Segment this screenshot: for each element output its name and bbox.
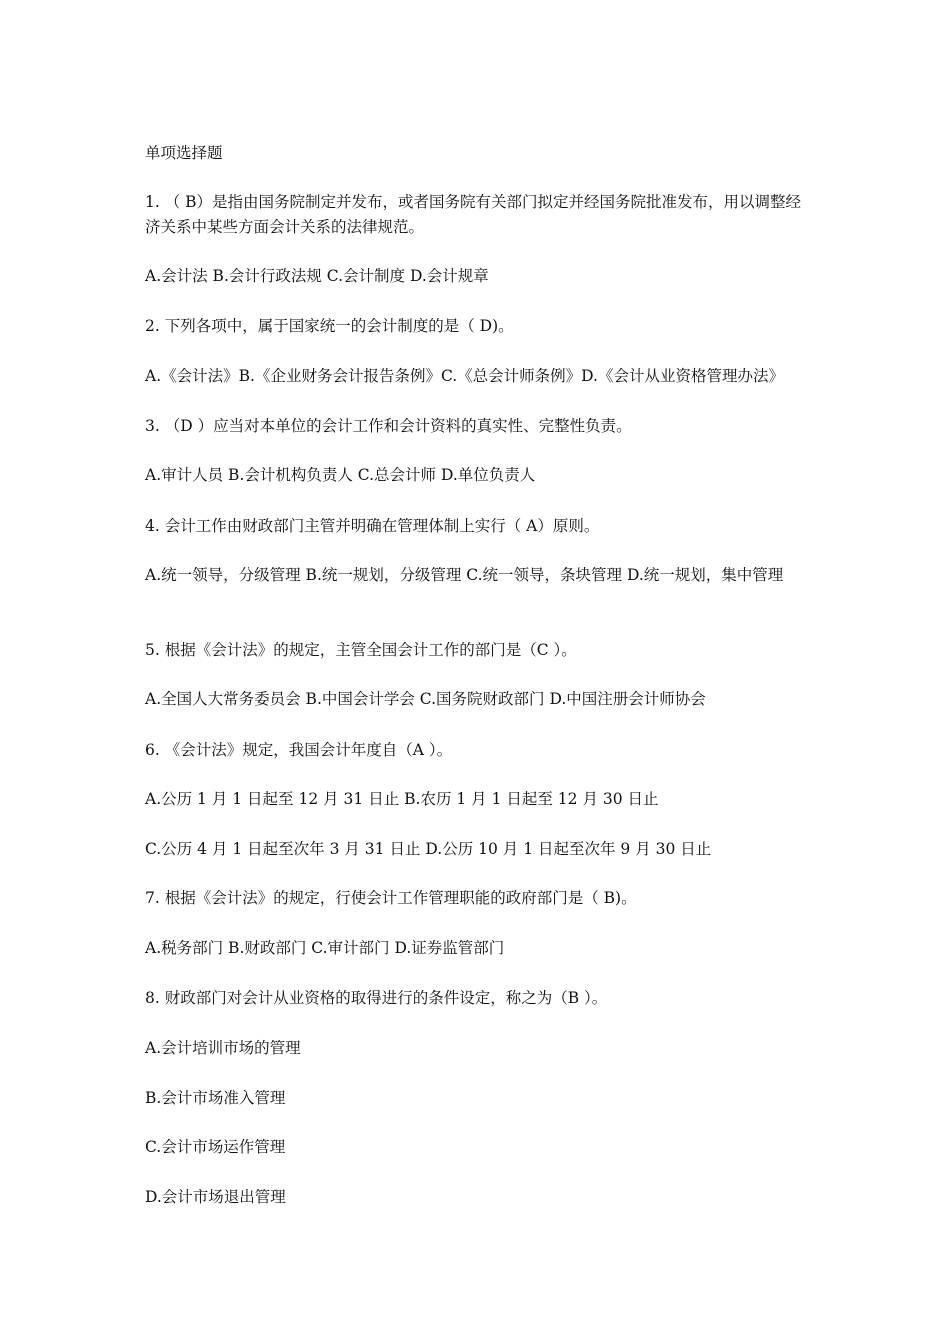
question-4-options: A.统一领导，分级管理 B.统一规划，分级管理 C.统一领导，条块管理 D.统一规划，集中管理: [145, 566, 784, 584]
question-4-stem: 4. 会计工作由财政部门主管并明确在管理体制上实行（ A）原则。: [145, 517, 600, 535]
question-8-option-b: B.会计市场准入管理: [145, 1089, 286, 1107]
question-3-options: A.审计人员 B.会计机构负责人 C.总会计师 D.单位负责人: [145, 466, 536, 484]
question-1-stem: 1. （ B）是指由国务院制定并发布，或者国务院有关部门拟定并经国务院批准发布，用以调整经济关系中某些方面会计关系的法律规范。: [145, 193, 802, 236]
question-8-option-a: A.会计培训市场的管理: [145, 1039, 301, 1057]
question-2-stem: 2. 下列各项中，属于国家统一的会计制度的是（ D)。: [145, 317, 514, 335]
question-6-options-line-1: A.公历 1 月 1 日起至 12 月 31 日止 B.农历 1 月 1 日起至 12 月 30 日止: [145, 790, 659, 808]
question-8-option-d: D.会计市场退出管理: [145, 1188, 286, 1206]
question-8-stem: 8. 财政部门对会计从业资格的取得进行的条件设定，称之为（B ）。: [145, 989, 608, 1007]
question-6-options-line-2: C.公历 4 月 1 日起至次年 3 月 31 日止 D.公历 10 月 1 日起至次年 9 月 30 日止: [145, 840, 712, 858]
document-heading: 单项选择题: [145, 144, 223, 162]
question-5-options: A.全国人大常务委员会 B.中国会计学会 C.国务院财政部门 D.中国注册会计师协会: [145, 690, 706, 708]
question-2-options: A.《会计法》B.《企业财务会计报告条例》C.《总会计师条例》D.《会计从业资格管理办法》: [145, 367, 784, 385]
question-5-stem: 5. 根据《会计法》的规定，主管全国会计工作的部门是（C ）。: [145, 641, 577, 659]
question-6-stem: 6. 《会计法》规定，我国会计年度自（A ）。: [145, 741, 453, 759]
question-7-options: A.税务部门 B.财政部门 C.审计部门 D.证券监管部门: [145, 939, 505, 957]
question-8-option-c: C.会计市场运作管理: [145, 1138, 286, 1156]
question-3-stem: 3. （D ）应当对本单位的会计工作和会计资料的真实性、完整性负责。: [145, 417, 632, 435]
question-7-stem: 7. 根据《会计法》的规定，行使会计工作管理职能的政府部门是（ B)。: [145, 889, 637, 907]
question-1-options: A.会计法 B.会计行政法规 C.会计制度 D.会计规章: [145, 267, 489, 285]
